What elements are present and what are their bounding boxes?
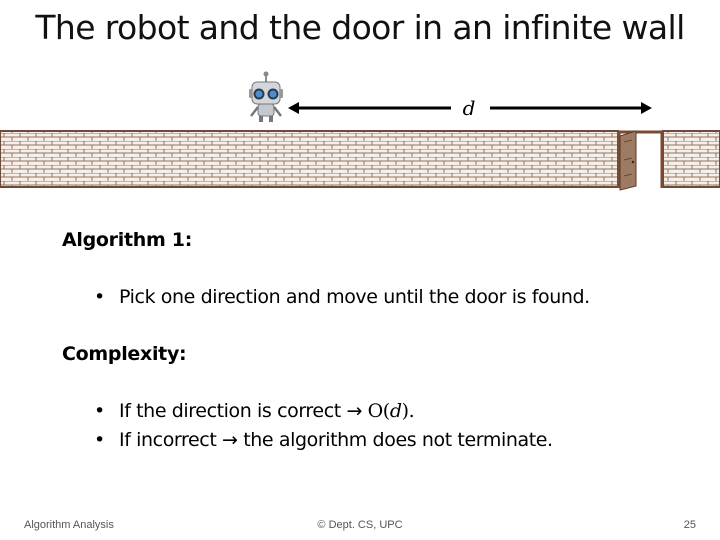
algorithm-bullet [94, 286, 590, 308]
robot-wall-diagram [0, 0, 720, 200]
bullet-glyph: • [94, 286, 105, 308]
robot-icon [249, 72, 283, 123]
wall-left-segment [0, 131, 618, 187]
bullet-glyph: • [94, 429, 105, 451]
algorithm-bullet-text: Pick one direction and move until the door is found. [119, 286, 590, 308]
arrow-icon: → [222, 429, 238, 451]
arrow-icon: → [346, 400, 362, 422]
formula-end: ). [401, 400, 415, 422]
door-icon [618, 131, 663, 190]
page-number: 25 [683, 519, 696, 531]
distance-label: d [462, 96, 476, 120]
formula-start: O( [367, 400, 390, 422]
bullet-glyph: • [94, 400, 105, 422]
bullet-text: If incorrect [119, 429, 223, 451]
complexity-formula [368, 400, 415, 422]
footer-department: © Dept. CS, UPC [317, 519, 403, 531]
formula-var: d [389, 400, 402, 422]
complexity-heading: Complexity: [62, 343, 187, 365]
algorithm-heading: Algorithm 1: [62, 229, 192, 251]
bullet-suffix: the algorithm does not terminate. [237, 429, 553, 451]
brick-wall [0, 131, 720, 187]
wall-right-segment [663, 131, 720, 187]
footer-course: Algorithm Analysis [24, 519, 114, 531]
slide-title: The robot and the door in an infinite wall [35, 8, 685, 47]
complexity-bullet-correct [94, 400, 414, 422]
bullet-text: If the direction is correct [119, 400, 347, 422]
complexity-bullet-incorrect [94, 429, 553, 451]
